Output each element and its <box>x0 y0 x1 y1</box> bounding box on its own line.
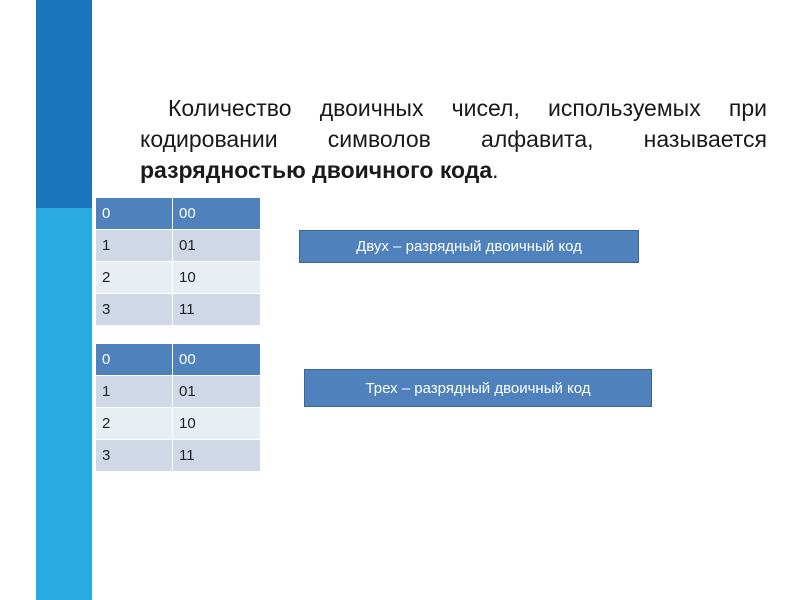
sidebar-stripe-top-segment <box>36 0 92 208</box>
two-bit-code-label: Двух – разрядный двоичный код <box>299 230 639 263</box>
table-cell: 0 <box>96 198 173 230</box>
definition-paragraph <box>140 93 767 186</box>
table-cell: 01 <box>173 230 261 262</box>
table-cell: 1 <box>96 230 173 262</box>
table-row <box>96 230 261 262</box>
table-row <box>96 408 261 440</box>
table-cell: 00 <box>173 344 261 376</box>
table-cell: 2 <box>96 262 173 294</box>
table-header-row <box>96 344 261 376</box>
three-bit-code-label: Трех – разрядный двоичный код <box>304 369 652 407</box>
three-bit-code-table <box>95 343 261 472</box>
table-row <box>96 376 261 408</box>
table-cell: 01 <box>173 376 261 408</box>
table-cell: 11 <box>173 440 261 472</box>
table-row <box>96 262 261 294</box>
table-cell: 10 <box>173 408 261 440</box>
definition-text: Количество двоичных чисел, используемых при кодировании символов алфавита, называется <box>140 95 767 152</box>
table-cell: 11 <box>173 294 261 326</box>
sidebar-stripe <box>36 0 92 600</box>
table-cell: 3 <box>96 294 173 326</box>
table-cell: 10 <box>173 262 261 294</box>
definition-term: разрядностью двоичного кода <box>140 157 493 183</box>
table-row <box>96 440 261 472</box>
table-header-row <box>96 198 261 230</box>
two-bit-code-table <box>95 197 261 326</box>
table-cell: 0 <box>96 344 173 376</box>
table-cell: 2 <box>96 408 173 440</box>
table-cell: 00 <box>173 198 261 230</box>
table-row <box>96 294 261 326</box>
table-cell: 1 <box>96 376 173 408</box>
table-cell: 3 <box>96 440 173 472</box>
definition-period: . <box>492 157 499 183</box>
